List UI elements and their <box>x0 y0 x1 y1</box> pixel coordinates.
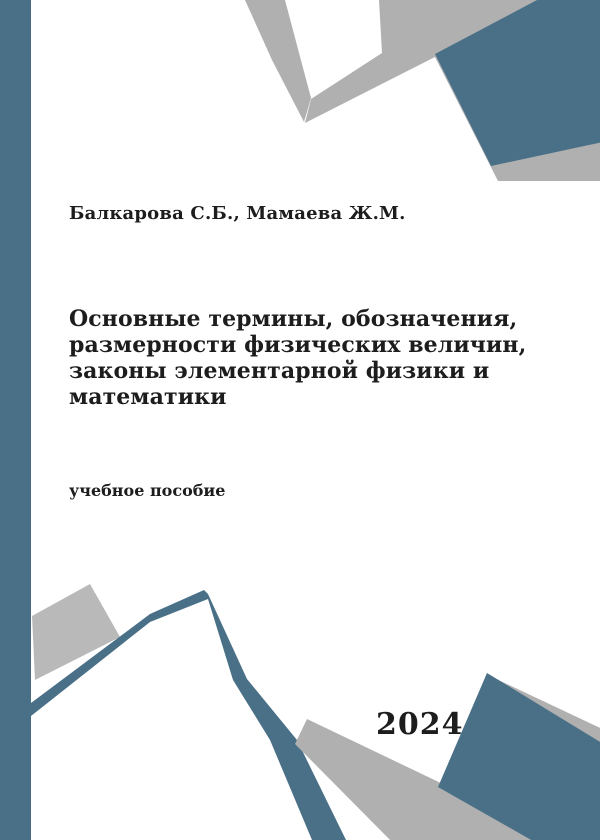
book-title-line-3: законы элементарной физики и <box>69 358 490 384</box>
book-title-line-4: математики <box>69 384 227 410</box>
book-title-line-2: размерности физических величин, <box>69 332 527 358</box>
publication-year: 2024 <box>376 707 464 742</box>
book-title-line-1: Основные термины, обозначения, <box>69 306 518 332</box>
top-gray-check-left-arm-shape <box>245 0 311 122</box>
bottom-left-gray-quad-shape <box>32 584 120 680</box>
left-stripe-shape <box>0 0 31 840</box>
subtitle-edition-type: учебное пособие <box>69 481 226 500</box>
authors-line: Балкарова С.Б., Мамаева Ж.М. <box>69 203 406 224</box>
book-title <box>69 306 526 410</box>
